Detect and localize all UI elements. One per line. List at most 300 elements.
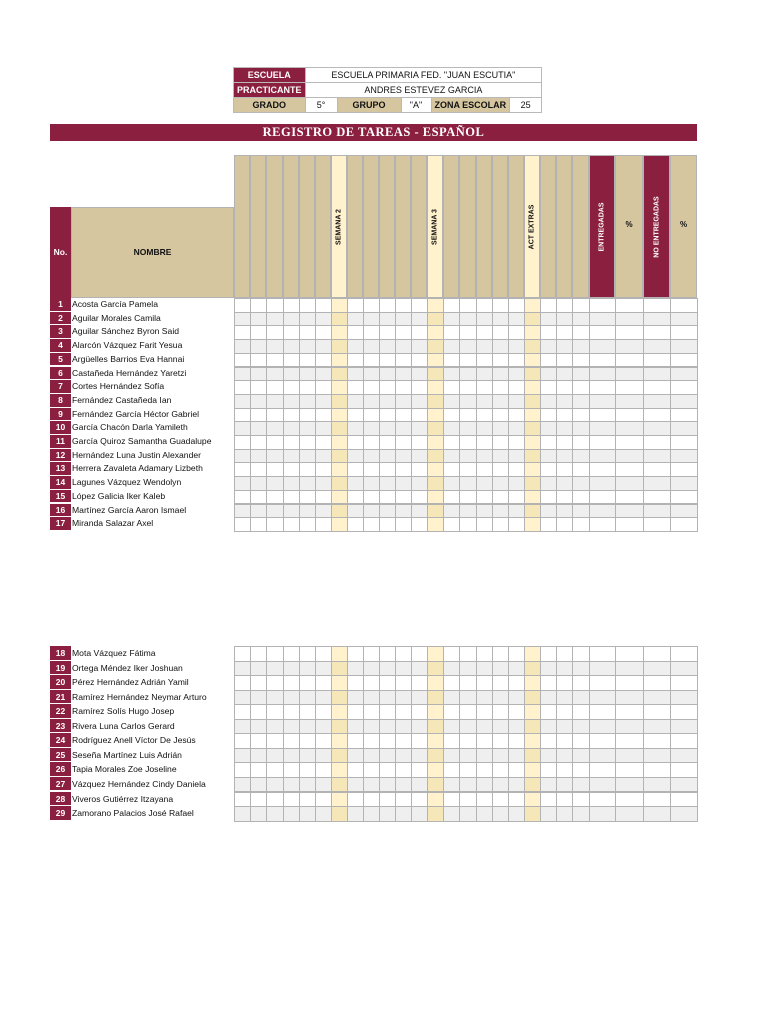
grade-cell[interactable] bbox=[643, 675, 671, 691]
grade-cell[interactable] bbox=[476, 325, 493, 340]
grade-cell[interactable] bbox=[615, 661, 644, 677]
grade-cell[interactable] bbox=[443, 690, 460, 706]
grade-cell[interactable] bbox=[299, 675, 316, 691]
grade-cell[interactable] bbox=[379, 704, 396, 720]
grade-cell[interactable] bbox=[476, 476, 493, 491]
grade-cell[interactable] bbox=[315, 435, 332, 450]
grade-cell[interactable] bbox=[670, 490, 698, 505]
grade-cell[interactable] bbox=[266, 435, 284, 450]
grade-cell[interactable] bbox=[643, 792, 671, 808]
grade-cell[interactable] bbox=[250, 394, 267, 409]
grade-cell[interactable] bbox=[234, 449, 251, 464]
grade-cell[interactable] bbox=[250, 733, 267, 749]
grade-cell[interactable] bbox=[670, 762, 698, 778]
grade-cell[interactable] bbox=[315, 748, 332, 764]
grade-cell[interactable] bbox=[250, 353, 267, 368]
grade-cell[interactable] bbox=[572, 661, 590, 677]
grade-cell[interactable] bbox=[363, 762, 380, 778]
grade-cell[interactable] bbox=[331, 298, 348, 313]
grade-cell[interactable] bbox=[540, 339, 557, 354]
grade-cell[interactable] bbox=[234, 325, 251, 340]
grade-cell[interactable] bbox=[572, 298, 590, 313]
grade-cell[interactable] bbox=[589, 367, 616, 382]
grade-cell[interactable] bbox=[395, 792, 412, 808]
grade-cell[interactable] bbox=[643, 661, 671, 677]
grade-cell[interactable] bbox=[492, 325, 509, 340]
grade-cell[interactable] bbox=[670, 806, 698, 822]
grade-cell[interactable] bbox=[615, 339, 644, 354]
grade-cell[interactable] bbox=[411, 367, 428, 382]
grade-cell[interactable] bbox=[363, 325, 380, 340]
grade-cell[interactable] bbox=[363, 504, 380, 519]
grade-cell[interactable] bbox=[283, 792, 300, 808]
grade-cell[interactable] bbox=[459, 733, 477, 749]
grade-cell[interactable] bbox=[476, 367, 493, 382]
grade-cell[interactable] bbox=[524, 367, 541, 382]
grade-cell[interactable] bbox=[331, 806, 348, 822]
grade-cell[interactable] bbox=[315, 517, 332, 532]
grade-cell[interactable] bbox=[589, 462, 616, 477]
grade-cell[interactable] bbox=[234, 661, 251, 677]
grade-cell[interactable] bbox=[411, 490, 428, 505]
grade-cell[interactable] bbox=[363, 777, 380, 793]
grade-cell[interactable] bbox=[589, 675, 616, 691]
grade-cell[interactable] bbox=[540, 408, 557, 423]
grade-cell[interactable] bbox=[315, 367, 332, 382]
grade-cell[interactable] bbox=[347, 748, 364, 764]
grade-cell[interactable] bbox=[299, 325, 316, 340]
grade-cell[interactable] bbox=[234, 421, 251, 436]
grade-cell[interactable] bbox=[572, 646, 590, 662]
grade-cell[interactable] bbox=[266, 298, 284, 313]
grade-cell[interactable] bbox=[395, 312, 412, 327]
grade-cell[interactable] bbox=[266, 646, 284, 662]
grade-cell[interactable] bbox=[643, 646, 671, 662]
grade-cell[interactable] bbox=[670, 435, 698, 450]
grade-cell[interactable] bbox=[427, 353, 444, 368]
grade-cell[interactable] bbox=[266, 762, 284, 778]
grade-cell[interactable] bbox=[347, 421, 364, 436]
grade-cell[interactable] bbox=[234, 380, 251, 395]
grade-cell[interactable] bbox=[540, 462, 557, 477]
grade-cell[interactable] bbox=[572, 449, 590, 464]
grade-cell[interactable] bbox=[379, 312, 396, 327]
grade-cell[interactable] bbox=[266, 421, 284, 436]
grade-cell[interactable] bbox=[492, 449, 509, 464]
grade-cell[interactable] bbox=[347, 704, 364, 720]
grade-cell[interactable] bbox=[363, 733, 380, 749]
grade-cell[interactable] bbox=[556, 690, 573, 706]
grade-cell[interactable] bbox=[492, 704, 509, 720]
grade-cell[interactable] bbox=[572, 748, 590, 764]
grade-cell[interactable] bbox=[670, 421, 698, 436]
grade-cell[interactable] bbox=[540, 690, 557, 706]
grade-cell[interactable] bbox=[331, 646, 348, 662]
grade-cell[interactable] bbox=[427, 646, 444, 662]
grade-cell[interactable] bbox=[299, 476, 316, 491]
grade-cell[interactable] bbox=[266, 777, 284, 793]
grade-cell[interactable] bbox=[643, 353, 671, 368]
grade-cell[interactable] bbox=[589, 762, 616, 778]
grade-cell[interactable] bbox=[508, 646, 525, 662]
grade-cell[interactable] bbox=[234, 367, 251, 382]
grade-cell[interactable] bbox=[540, 792, 557, 808]
grade-cell[interactable] bbox=[459, 394, 477, 409]
grade-cell[interactable] bbox=[556, 435, 573, 450]
grade-cell[interactable] bbox=[363, 690, 380, 706]
grade-cell[interactable] bbox=[492, 367, 509, 382]
grade-cell[interactable] bbox=[443, 704, 460, 720]
grade-cell[interactable] bbox=[589, 777, 616, 793]
grade-cell[interactable] bbox=[589, 298, 616, 313]
grade-cell[interactable] bbox=[283, 325, 300, 340]
grade-cell[interactable] bbox=[524, 339, 541, 354]
grade-cell[interactable] bbox=[363, 646, 380, 662]
grade-cell[interactable] bbox=[540, 312, 557, 327]
grade-cell[interactable] bbox=[266, 325, 284, 340]
grade-cell[interactable] bbox=[331, 435, 348, 450]
grade-cell[interactable] bbox=[395, 353, 412, 368]
grade-cell[interactable] bbox=[508, 504, 525, 519]
grade-cell[interactable] bbox=[234, 792, 251, 808]
grade-cell[interactable] bbox=[299, 646, 316, 662]
grade-cell[interactable] bbox=[234, 704, 251, 720]
grade-cell[interactable] bbox=[643, 462, 671, 477]
grade-cell[interactable] bbox=[411, 353, 428, 368]
grade-cell[interactable] bbox=[643, 806, 671, 822]
grade-cell[interactable] bbox=[492, 353, 509, 368]
grade-cell[interactable] bbox=[492, 298, 509, 313]
grade-cell[interactable] bbox=[670, 298, 698, 313]
grade-cell[interactable] bbox=[266, 690, 284, 706]
grade-cell[interactable] bbox=[556, 806, 573, 822]
grade-cell[interactable] bbox=[670, 748, 698, 764]
grade-cell[interactable] bbox=[331, 733, 348, 749]
grade-cell[interactable] bbox=[459, 380, 477, 395]
grade-cell[interactable] bbox=[427, 490, 444, 505]
grade-cell[interactable] bbox=[572, 792, 590, 808]
grade-cell[interactable] bbox=[476, 517, 493, 532]
grade-cell[interactable] bbox=[266, 748, 284, 764]
grade-cell[interactable] bbox=[250, 490, 267, 505]
grade-cell[interactable] bbox=[670, 777, 698, 793]
grade-cell[interactable] bbox=[395, 367, 412, 382]
grade-cell[interactable] bbox=[524, 748, 541, 764]
grade-cell[interactable] bbox=[572, 312, 590, 327]
grade-cell[interactable] bbox=[331, 380, 348, 395]
grade-cell[interactable] bbox=[347, 408, 364, 423]
grade-cell[interactable] bbox=[299, 690, 316, 706]
grade-cell[interactable] bbox=[556, 777, 573, 793]
grade-cell[interactable] bbox=[411, 675, 428, 691]
grade-cell[interactable] bbox=[363, 748, 380, 764]
grade-cell[interactable] bbox=[443, 661, 460, 677]
grade-cell[interactable] bbox=[299, 704, 316, 720]
grade-cell[interactable] bbox=[476, 504, 493, 519]
grade-cell[interactable] bbox=[443, 394, 460, 409]
grade-cell[interactable] bbox=[476, 353, 493, 368]
grade-cell[interactable] bbox=[556, 421, 573, 436]
grade-cell[interactable] bbox=[395, 806, 412, 822]
grade-cell[interactable] bbox=[395, 517, 412, 532]
grade-cell[interactable] bbox=[234, 748, 251, 764]
grade-cell[interactable] bbox=[250, 646, 267, 662]
grade-cell[interactable] bbox=[572, 476, 590, 491]
grade-cell[interactable] bbox=[266, 394, 284, 409]
grade-cell[interactable] bbox=[443, 435, 460, 450]
grade-cell[interactable] bbox=[615, 476, 644, 491]
grade-cell[interactable] bbox=[427, 762, 444, 778]
grade-cell[interactable] bbox=[492, 690, 509, 706]
grade-cell[interactable] bbox=[347, 504, 364, 519]
grade-cell[interactable] bbox=[347, 462, 364, 477]
grade-cell[interactable] bbox=[283, 380, 300, 395]
grade-cell[interactable] bbox=[347, 490, 364, 505]
grade-cell[interactable] bbox=[347, 806, 364, 822]
grade-cell[interactable] bbox=[524, 719, 541, 735]
grade-cell[interactable] bbox=[379, 380, 396, 395]
grade-cell[interactable] bbox=[476, 339, 493, 354]
grade-cell[interactable] bbox=[395, 325, 412, 340]
grade-cell[interactable] bbox=[331, 476, 348, 491]
grade-cell[interactable] bbox=[670, 312, 698, 327]
grade-cell[interactable] bbox=[589, 504, 616, 519]
grade-cell[interactable] bbox=[363, 353, 380, 368]
grade-cell[interactable] bbox=[643, 748, 671, 764]
grade-cell[interactable] bbox=[283, 646, 300, 662]
grade-cell[interactable] bbox=[540, 517, 557, 532]
grade-cell[interactable] bbox=[643, 421, 671, 436]
grade-cell[interactable] bbox=[315, 353, 332, 368]
grade-cell[interactable] bbox=[524, 380, 541, 395]
grade-cell[interactable] bbox=[589, 476, 616, 491]
grade-cell[interactable] bbox=[492, 748, 509, 764]
grade-cell[interactable] bbox=[615, 421, 644, 436]
grade-cell[interactable] bbox=[540, 353, 557, 368]
grade-cell[interactable] bbox=[347, 394, 364, 409]
grade-cell[interactable] bbox=[299, 490, 316, 505]
grade-cell[interactable] bbox=[670, 380, 698, 395]
grade-cell[interactable] bbox=[379, 325, 396, 340]
grade-cell[interactable] bbox=[524, 762, 541, 778]
grade-cell[interactable] bbox=[299, 421, 316, 436]
grade-cell[interactable] bbox=[670, 339, 698, 354]
grade-cell[interactable] bbox=[347, 675, 364, 691]
grade-cell[interactable] bbox=[508, 312, 525, 327]
grade-cell[interactable] bbox=[459, 339, 477, 354]
grade-cell[interactable] bbox=[250, 690, 267, 706]
grade-cell[interactable] bbox=[395, 462, 412, 477]
grade-cell[interactable] bbox=[492, 394, 509, 409]
grade-cell[interactable] bbox=[589, 792, 616, 808]
grade-cell[interactable] bbox=[492, 408, 509, 423]
grade-cell[interactable] bbox=[234, 733, 251, 749]
grade-cell[interactable] bbox=[315, 777, 332, 793]
grade-cell[interactable] bbox=[395, 490, 412, 505]
grade-cell[interactable] bbox=[508, 490, 525, 505]
grade-cell[interactable] bbox=[556, 339, 573, 354]
grade-cell[interactable] bbox=[315, 325, 332, 340]
grade-cell[interactable] bbox=[459, 748, 477, 764]
grade-cell[interactable] bbox=[234, 394, 251, 409]
grade-cell[interactable] bbox=[540, 380, 557, 395]
grade-cell[interactable] bbox=[411, 748, 428, 764]
grade-cell[interactable] bbox=[427, 325, 444, 340]
grade-cell[interactable] bbox=[234, 646, 251, 662]
grade-cell[interactable] bbox=[411, 476, 428, 491]
grade-cell[interactable] bbox=[508, 704, 525, 720]
grade-cell[interactable] bbox=[395, 449, 412, 464]
grade-cell[interactable] bbox=[643, 719, 671, 735]
grade-cell[interactable] bbox=[670, 449, 698, 464]
grade-cell[interactable] bbox=[363, 517, 380, 532]
grade-cell[interactable] bbox=[427, 408, 444, 423]
grade-cell[interactable] bbox=[589, 312, 616, 327]
grade-cell[interactable] bbox=[556, 646, 573, 662]
grade-cell[interactable] bbox=[540, 719, 557, 735]
grade-cell[interactable] bbox=[492, 462, 509, 477]
grade-cell[interactable] bbox=[443, 339, 460, 354]
grade-cell[interactable] bbox=[315, 380, 332, 395]
grade-cell[interactable] bbox=[572, 490, 590, 505]
grade-cell[interactable] bbox=[524, 325, 541, 340]
grade-cell[interactable] bbox=[427, 661, 444, 677]
grade-cell[interactable] bbox=[459, 777, 477, 793]
grade-cell[interactable] bbox=[476, 298, 493, 313]
grade-cell[interactable] bbox=[379, 339, 396, 354]
grade-cell[interactable] bbox=[266, 367, 284, 382]
grade-cell[interactable] bbox=[459, 792, 477, 808]
grade-cell[interactable] bbox=[234, 504, 251, 519]
grade-cell[interactable] bbox=[427, 380, 444, 395]
grade-cell[interactable] bbox=[670, 646, 698, 662]
grade-cell[interactable] bbox=[556, 792, 573, 808]
grade-cell[interactable] bbox=[315, 719, 332, 735]
grade-cell[interactable] bbox=[492, 476, 509, 491]
grade-cell[interactable] bbox=[250, 675, 267, 691]
grade-cell[interactable] bbox=[589, 394, 616, 409]
grade-cell[interactable] bbox=[524, 806, 541, 822]
grade-cell[interactable] bbox=[572, 504, 590, 519]
grade-cell[interactable] bbox=[492, 339, 509, 354]
grade-cell[interactable] bbox=[315, 394, 332, 409]
grade-cell[interactable] bbox=[266, 490, 284, 505]
grade-cell[interactable] bbox=[347, 367, 364, 382]
grade-cell[interactable] bbox=[572, 325, 590, 340]
grade-cell[interactable] bbox=[524, 476, 541, 491]
grade-cell[interactable] bbox=[615, 690, 644, 706]
grade-cell[interactable] bbox=[299, 733, 316, 749]
grade-cell[interactable] bbox=[411, 462, 428, 477]
grade-cell[interactable] bbox=[589, 435, 616, 450]
grade-cell[interactable] bbox=[540, 421, 557, 436]
grade-cell[interactable] bbox=[395, 421, 412, 436]
grade-cell[interactable] bbox=[283, 449, 300, 464]
grade-cell[interactable] bbox=[508, 762, 525, 778]
grade-cell[interactable] bbox=[379, 748, 396, 764]
grade-cell[interactable] bbox=[524, 661, 541, 677]
grade-cell[interactable] bbox=[572, 762, 590, 778]
grade-cell[interactable] bbox=[427, 504, 444, 519]
grade-cell[interactable] bbox=[299, 408, 316, 423]
grade-cell[interactable] bbox=[379, 435, 396, 450]
grade-cell[interactable] bbox=[411, 339, 428, 354]
grade-cell[interactable] bbox=[379, 449, 396, 464]
grade-cell[interactable] bbox=[250, 367, 267, 382]
grade-cell[interactable] bbox=[363, 476, 380, 491]
grade-cell[interactable] bbox=[540, 325, 557, 340]
grade-cell[interactable] bbox=[643, 733, 671, 749]
grade-cell[interactable] bbox=[524, 777, 541, 793]
grade-cell[interactable] bbox=[524, 435, 541, 450]
grade-cell[interactable] bbox=[331, 312, 348, 327]
grade-cell[interactable] bbox=[476, 312, 493, 327]
grade-cell[interactable] bbox=[250, 762, 267, 778]
grade-cell[interactable] bbox=[443, 312, 460, 327]
grade-cell[interactable] bbox=[589, 517, 616, 532]
grade-cell[interactable] bbox=[315, 312, 332, 327]
grade-cell[interactable] bbox=[331, 517, 348, 532]
grade-cell[interactable] bbox=[427, 462, 444, 477]
grade-cell[interactable] bbox=[315, 449, 332, 464]
grade-cell[interactable] bbox=[250, 449, 267, 464]
grade-cell[interactable] bbox=[540, 762, 557, 778]
grade-cell[interactable] bbox=[250, 421, 267, 436]
grade-cell[interactable] bbox=[492, 646, 509, 662]
grade-cell[interactable] bbox=[572, 394, 590, 409]
grade-cell[interactable] bbox=[556, 394, 573, 409]
grade-cell[interactable] bbox=[347, 435, 364, 450]
grade-cell[interactable] bbox=[540, 704, 557, 720]
grade-cell[interactable] bbox=[508, 462, 525, 477]
grade-cell[interactable] bbox=[283, 806, 300, 822]
grade-cell[interactable] bbox=[283, 704, 300, 720]
grade-cell[interactable] bbox=[572, 339, 590, 354]
grade-cell[interactable] bbox=[615, 394, 644, 409]
grade-cell[interactable] bbox=[427, 675, 444, 691]
grade-cell[interactable] bbox=[508, 408, 525, 423]
grade-cell[interactable] bbox=[266, 462, 284, 477]
grade-cell[interactable] bbox=[234, 719, 251, 735]
grade-cell[interactable] bbox=[427, 748, 444, 764]
grade-cell[interactable] bbox=[540, 490, 557, 505]
grade-cell[interactable] bbox=[643, 312, 671, 327]
grade-cell[interactable] bbox=[283, 661, 300, 677]
grade-cell[interactable] bbox=[508, 394, 525, 409]
grade-cell[interactable] bbox=[315, 792, 332, 808]
grade-cell[interactable] bbox=[411, 298, 428, 313]
grade-cell[interactable] bbox=[347, 476, 364, 491]
grade-cell[interactable] bbox=[508, 748, 525, 764]
grade-cell[interactable] bbox=[524, 504, 541, 519]
grade-cell[interactable] bbox=[670, 408, 698, 423]
grade-cell[interactable] bbox=[411, 504, 428, 519]
grade-cell[interactable] bbox=[234, 762, 251, 778]
grade-cell[interactable] bbox=[266, 380, 284, 395]
grade-cell[interactable] bbox=[299, 367, 316, 382]
grade-cell[interactable] bbox=[266, 517, 284, 532]
grade-cell[interactable] bbox=[379, 661, 396, 677]
grade-cell[interactable] bbox=[492, 380, 509, 395]
grade-cell[interactable] bbox=[589, 353, 616, 368]
grade-cell[interactable] bbox=[363, 435, 380, 450]
grade-cell[interactable] bbox=[459, 367, 477, 382]
grade-cell[interactable] bbox=[476, 435, 493, 450]
grade-cell[interactable] bbox=[299, 762, 316, 778]
grade-cell[interactable] bbox=[266, 806, 284, 822]
grade-cell[interactable] bbox=[572, 704, 590, 720]
grade-cell[interactable] bbox=[492, 517, 509, 532]
